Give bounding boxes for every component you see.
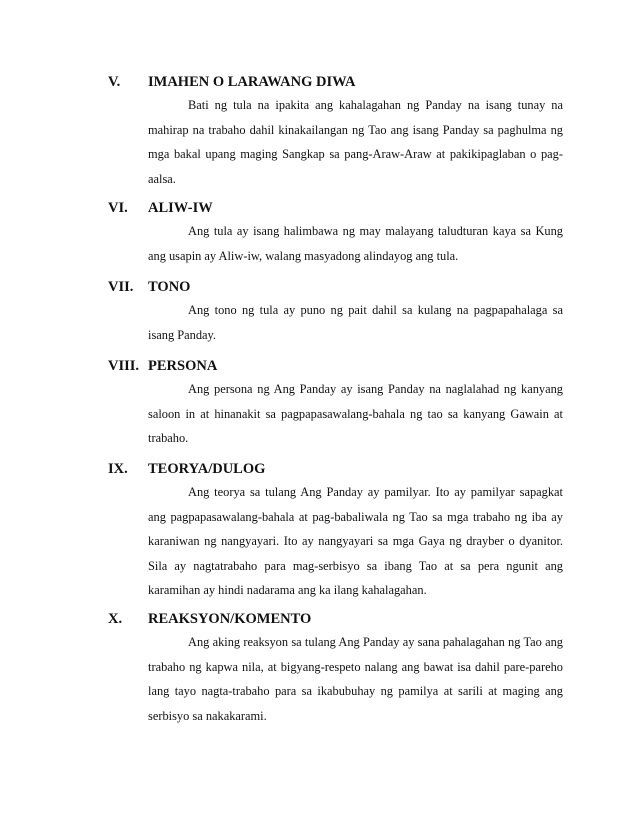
section-reaksyon-komento	[108, 608, 563, 728]
section-body: Ang tono ng tula ay puno ng pait dahil sa kulang na pagpapahalaga sa isang Panday.	[148, 303, 563, 342]
section-heading	[108, 71, 563, 93]
section-title: PERSONA	[148, 358, 218, 374]
section-numeral: V.	[108, 74, 121, 90]
section-body: Bati ng tula na ipakita ang kahalagahan ng Panday na isang tunay na mahirap na trabaho dahil kinakailangan ng Tao ang isang Panday sa paghulma ng mga bakal upang maging Sangkap sa pang-Araw-Araw at pakikipaglaban o pag-aalsa.	[148, 98, 563, 186]
section-title: TEORYA/DULOG	[148, 461, 266, 477]
section-aliw-iw	[108, 197, 563, 268]
section-heading	[108, 355, 563, 377]
section-body: Ang aking reaksyon sa tulang Ang Panday ay sana pahalagahan ng Tao ang trabaho ng kapwa nila, at bigyang-respeto nalang ang bawat isa dahil pare-pareho lang tayo nagta-trabaho para sa ikabubuhay ng pamilya at sarili at maging ang serbisyo sa nakakarami.	[148, 635, 563, 723]
section-imahen	[108, 71, 563, 191]
section-title: ALIW-IW	[148, 200, 213, 216]
section-title: TONO	[148, 279, 191, 295]
section-numeral: IX.	[108, 461, 128, 477]
section-heading	[108, 197, 563, 219]
section-body: Ang tula ay isang halimbawa ng may malayang taludturan kaya sa Kung ang usapin ay Aliw-iw, walang masyadong alindayog ang tula.	[148, 224, 563, 263]
section-numeral: VII.	[108, 279, 134, 295]
section-persona	[108, 355, 563, 451]
section-body: Ang persona ng Ang Panday ay isang Panday na naglalahad ng kanyang saloon in at hinanakit sa pagpapasawalang-bahala ng tao sa kanyang Gawain at trabaho.	[148, 382, 563, 445]
section-heading	[108, 458, 563, 480]
section-teorya-dulog	[108, 458, 563, 603]
section-title: IMAHEN O LARAWANG DIWA	[148, 74, 356, 90]
section-numeral: VI.	[108, 200, 128, 216]
section-tono	[108, 276, 563, 347]
section-title: REAKSYON/KOMENTO	[148, 611, 312, 627]
section-numeral: VIII.	[108, 358, 140, 374]
section-numeral: X.	[108, 611, 123, 627]
section-body: Ang teorya sa tulang Ang Panday ay pamilyar. Ito ay pamilyar sapagkat ang pagpapasawalang-bahala at pag-babaliwala ng Tao sa mga trabaho ng iba ay karaniwan ng nangyayari. Ito ay nangyayari sa mga Gaya ng drayber o dyanitor. Sila ay nagtatrabaho para mag-serbisyo sa ibang Tao at sa pera ngunit ang karamihan ay hindi nadarama ang ka ilang kahalagahan.	[148, 485, 563, 597]
section-heading	[108, 608, 563, 630]
section-heading	[108, 276, 563, 298]
